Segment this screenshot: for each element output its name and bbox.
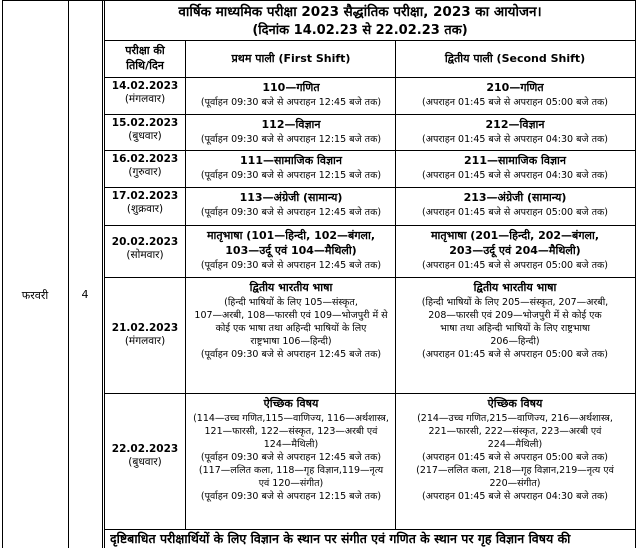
row-divider	[104, 187, 635, 188]
table-row-date: 16.02.2023 (गुरुवार)	[111, 153, 179, 178]
row-divider	[104, 150, 635, 151]
row-divider	[104, 114, 635, 115]
footer-note: दृष्टिबाधित परीक्षार्थियों के लिए विज्ञान के स्थान पर संगीत एवं गणित के स्थान पर गृह विज्ञान विषय की	[110, 531, 571, 546]
table-row-second: 212—विज्ञान (अपराहन 01:45 बजे से अपराहन 04:30 बजे तक)	[421, 118, 609, 145]
table-row-first: 112—विज्ञान (पूर्वाहन 09:30 बजे से अपराहन 12:15 बजे तक)	[200, 118, 382, 145]
table-row-date: 15.02.2023 (बुधवार)	[111, 117, 179, 142]
col-divider	[102, 0, 103, 548]
month-label: फरवरी	[21, 289, 49, 302]
header-first-shift: प्रथम पाली (First Shift)	[231, 52, 351, 65]
page-title: वार्षिक माध्यमिक परीक्षा 2023 सैद्धांतिक परीक्षा, 2023 का आयोजन।	[178, 4, 542, 20]
row-divider	[104, 225, 635, 226]
table-row-date: 22.02.2023 (बुधवार)	[111, 443, 179, 468]
row-divider	[104, 393, 635, 394]
table-row-second: 213—अंग्रेजी (सामान्य) (अपराहन 01:45 बजे से अपराहन 05:00 बजे तक)	[421, 191, 609, 218]
week-number: 4	[81, 288, 89, 301]
table-row-date: 21.02.2023 (मंगलवार)	[111, 322, 179, 347]
row-divider	[104, 40, 635, 41]
table-row-second: द्वितीय भारतीय भाषा (हिन्दी भाषियों के लिए 205—संस्कृत, 207—अरबी, 208—फारसी एवं 209—भोजपुरी में से कोई एक भाषा तथा अहिन्दी भाषियों के लिए राष्ट्रभाषा 206—हिन्दी) (अपराहन 01:45 बजे से अपराहन 05:00 बजे तक)	[421, 281, 609, 360]
table-row-first: 111—सामाजिक विज्ञान (पूर्वाहन 09:30 बजे से अपराहन 12:15 बजे तक)	[200, 154, 382, 181]
row-divider	[104, 277, 635, 278]
header-date: परीक्षा की तिथि/दिन	[125, 44, 165, 72]
table-row-first: द्वितीय भारतीय भाषा (हिन्दी भाषियों के लिए 105—संस्कृत, 107—अरबी, 108—फारसी एवं 109—भोजपुरी में से कोई एक भाषा तथा अहिन्दी भाषियों के लिए राष्ट्रभाषा 106—हिन्दी) (पूर्वाहन 09:30 बजे से अपराहन 12:45 बजे तक)	[194, 281, 388, 360]
table-row-second: मातृभाषा (201—हिन्दी, 202—बंगला, 203—उर्दू एवं 204—मैथिली) (अपराहन 01:45 बजे से अपराहन 05:00 बजे तक)	[421, 229, 609, 271]
row-divider	[104, 77, 635, 78]
table-row-date: 17.02.2023 (शुक्रवार)	[111, 190, 179, 215]
table-border-right	[635, 0, 636, 548]
table-row-first: मातृभाषा (101—हिन्दी, 102—बंगला, 103—उर्दू एवं 104—मैथिली) (पूर्वाहन 09:30 बजे से अपराहन 12:45 बजे तक)	[200, 229, 382, 271]
table-row-second: ऐच्छिक विषय (214—उच्च गणित,215—वाणिज्य, 216—अर्थशास्त्र, 221—फारसी, 222—संस्कृत, 223—अरबी एवं 224—मैथिली) (अपराहन 01:45 बजे से अपराहन 05:00 बजे तक) (217—ललित कला, 218—गृह विज्ञान,219—नृत्य एवं 220—संगीत) (अपराहन 01:45 बजे से अपराहन 04:30 बजे तक)	[416, 397, 614, 502]
table-row-date: 14.02.2023 (मंगलवार)	[111, 80, 179, 105]
table-row-second: 211—सामाजिक विज्ञान (अपराहन 01:45 बजे से अपराहन 04:30 बजे तक)	[421, 154, 609, 181]
table-row-first: 110—गणित (पूर्वाहन 09:30 बजे से अपराहन 12:45 बजे तक)	[200, 81, 382, 108]
header-second-shift: द्वितीय पाली (Second Shift)	[444, 52, 586, 65]
row-divider	[2, 0, 636, 1]
col-divider	[68, 0, 69, 548]
date-range: (दिनांक 14.02.23 से 22.02.23 तक)	[252, 23, 468, 38]
table-row-first: 113—अंग्रेजी (सामान्य) (पूर्वाहन 09:30 बजे से अपराहन 12:45 बजे तक)	[200, 191, 382, 218]
table-row-date: 20.02.2023 (सोमवार)	[111, 236, 179, 261]
table-border-left	[2, 0, 3, 548]
table-row-first: ऐच्छिक विषय (114—उच्च गणित,115—वाणिज्य, 116—अर्थशास्त्र, 121—फारसी, 122—संस्कृत, 123—अरबी एवं 124—मैथिली) (पूर्वाहन 09:30 बजे से अपराहन 12:45 बजे तक) (117—ललित कला, 118—गृह विज्ञान,119—नृत्य एवं 120—संगीत) (पूर्वाहन 09:30 बजे से अपराहन 12:15 बजे तक)	[193, 397, 389, 502]
table-row-second: 210—गणित (अपराहन 01:45 बजे से अपराहन 05:00 बजे तक)	[421, 81, 609, 108]
